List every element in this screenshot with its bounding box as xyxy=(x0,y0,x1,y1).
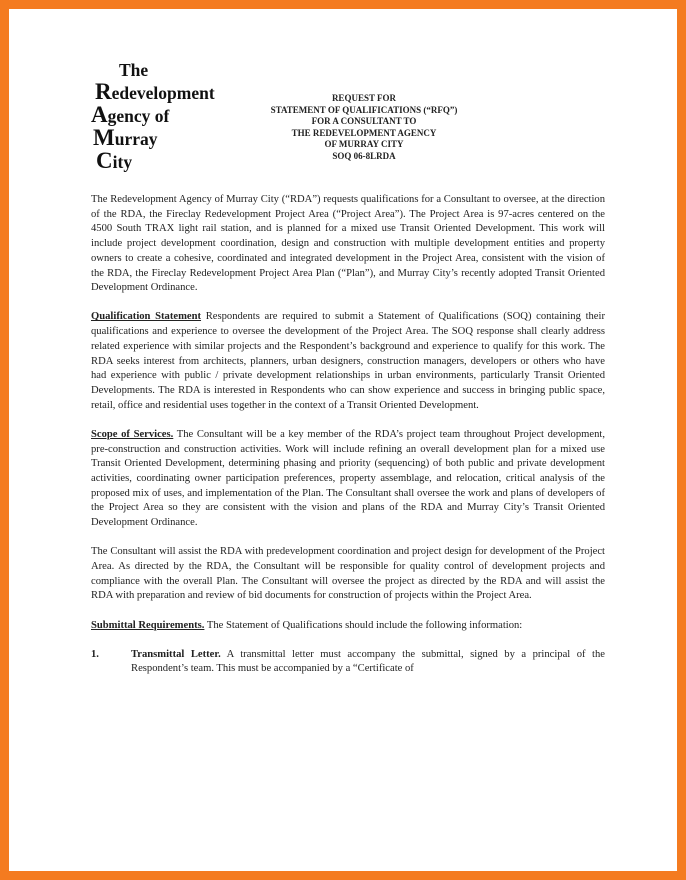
intro-paragraph: The Redevelopment Agency of Murray City (“RDA”) requests qualifications for a Consultant to oversee, at the direction of the RDA, the Fireclay Redevelopment Project Area (“Project Area”). The Project Area is 97-acres centered on the 4500 South TRAX light rail station, and is planned for a mixed use Transit Oriented Development. This work will include project development coordination, design and construction with multiple development entities and property owners to create a cohesive, coordinated and integrated development in the Project Area, consistent with the vision of the RDA, the Fireclay Redevelopment Project Area Plan (“Plan”), and Murray City’s recently adopted Transit Oriented Development Ordinance. xyxy=(91,194,605,294)
heading-line: THE REDEVELOPMENT AGENCY xyxy=(291,127,437,138)
logo-line-1: The xyxy=(119,60,149,80)
submittal-text: The Statement of Qualifications should include the following information: xyxy=(204,619,523,631)
rfq-heading xyxy=(229,93,499,163)
scope-paragraph xyxy=(91,428,605,531)
list-item-heading: Transmittal Letter. xyxy=(131,648,221,660)
heading-line: REQUEST FOR xyxy=(331,93,397,103)
assist-paragraph: The Consultant will assist the RDA with predevelopment coordination and project design for development of the Project Area. As directed by the RDA, the Consultant will be responsible for quality control of development projects and compliance with the overall Plan. The Consultant will oversee the project as directed by the RDA and will assist the RDA with preparation and review of bid documents for construction of projects within the Project Area. xyxy=(91,546,605,602)
qualification-text: Respondents are required to submit a Statement of Qualifications (SOQ) containing their qualifications and experience to oversee the development of the Project Area. The SOQ response shall clearly address related experience with similar projects and the Respondent’s background and experience to qualify for this work. The RDA seeks interest from architects, planners, urban designers, construction managers, developers or others who have had experience with public / private development relationships in urban environments, particularly Transit Oriented Developments. The RDA is interested in Respondents who can show experience and success in bringing public space, retail, office and residential uses together in the context of a Transit Oriented Development. xyxy=(91,311,605,411)
logo-line-5: City xyxy=(96,148,133,173)
list-item xyxy=(91,648,605,677)
submittal-paragraph xyxy=(91,619,605,634)
logo-line-4: Murray xyxy=(93,125,158,150)
list-item-number: 1. xyxy=(91,648,99,660)
scope-heading: Scope of Services. xyxy=(91,428,174,440)
heading-line: FOR A CONSULTANT TO xyxy=(311,116,417,127)
document-body xyxy=(91,193,605,692)
list-item-text: A transmittal letter must accompany the submittal, signed by a principal of the Respondent’s team. This must be accompanied by a “Certificate of xyxy=(131,648,605,675)
logo-line-2: Redevelopment xyxy=(95,79,215,104)
rda-logo xyxy=(91,59,241,173)
heading-line: STATEMENT OF QUALIFICATIONS (“RFQ”) xyxy=(270,104,458,115)
heading-line: OF MURRAY CITY xyxy=(324,139,404,150)
heading-line: SOQ 06-8LRDA xyxy=(332,150,396,161)
qualification-heading: Qualification Statement xyxy=(91,311,202,323)
document-page xyxy=(9,9,677,871)
logo-line-3: Agency of xyxy=(91,102,170,127)
scope-text: The Consultant will be a key member of the RDA’s project team throughout Project development, pre-construction and construction activities. Work will include refining an overall development plan for a mixed use Transit Oriented Development, determining phasing and priority (sequencing) of both public and private development activities, coordinating owner participation preferences, property assemblage, and relocation, critical analysis of the proposed mix of uses, and implementation of the Plan. The Consultant shall oversee the work and plans of developers of the Project Area so they are consistent with the vision and plans of the RDA and Murray City’s Transit Oriented Development Ordinance. xyxy=(91,428,605,529)
qualification-paragraph xyxy=(91,310,605,413)
submittal-heading: Submittal Requirements. xyxy=(91,619,205,631)
